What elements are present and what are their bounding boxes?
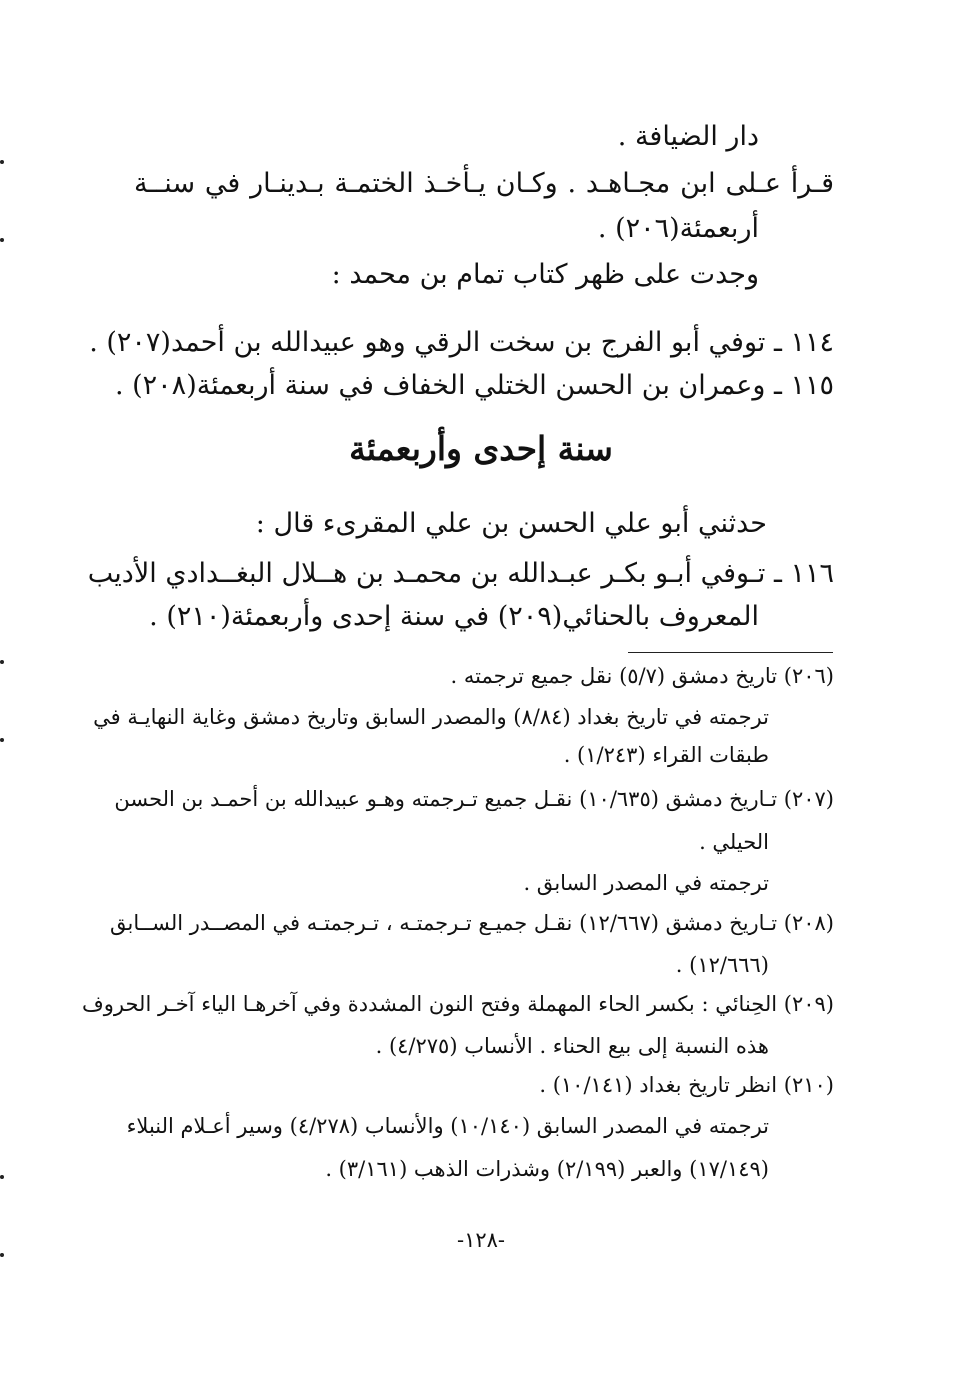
text-line: أربعمئة(٢٠٦) . — [597, 213, 759, 244]
section-heading: سنة إحدى وأربعمئة — [349, 429, 613, 468]
footnote-line: (١٢/٦٦٦) . — [675, 953, 769, 977]
scan-mark — [0, 160, 4, 164]
footnote-line: (١٧/١٤٩) والعبر (٢/١٩٩) وشذرات الذهب (٣/١٦١) . — [325, 1157, 769, 1181]
text-line: دار الضيافة . — [617, 121, 759, 152]
text-line: حدثني أبو علي الحسن بن علي المقرىء قال : — [255, 508, 767, 539]
text-line: وجدت على ظهر كتاب تمام بن محمد : — [331, 259, 759, 290]
text-line: قـرأ عـلى ابن مجـاهـد . وكـان يـأخـذ الختمـة بـدينـار في سنــة — [134, 168, 834, 199]
footnote-line: (٢٠٩) الحِنائي : بكسر الحاء المهملة وفتح النون المشددة وفي آخرهـا الياء آخـر الحروف — [82, 992, 834, 1016]
scan-mark — [0, 1175, 4, 1179]
footnote-line: هذه النسبة إلى بيع الحناء . الأنساب (٤/٢٧٥) . — [375, 1034, 769, 1058]
footnote-line: (٢٠٨) تـاريخ دمشق (١٢/٦٦٧) نقـل جميـع تـرجمتـه ، تـرجمتـه في المصــدر الســابق — [110, 911, 834, 935]
scan-mark — [0, 238, 4, 242]
footnote-line: (٢١٠) انظر تاريخ بغداد (١٠/١٤١) . — [539, 1073, 834, 1097]
footnote-separator — [628, 652, 833, 653]
page-number: -١٢٨- — [456, 1228, 506, 1252]
scan-mark — [0, 1253, 4, 1257]
text-line: المعروف بالحنائي(٢٠٩) في سنة إحدى وأربعمئة(٢١٠) . — [149, 601, 759, 632]
footnote-line: (٢٠٦) تاريخ دمشق (٥/٧) نقل جميع ترجمته . — [450, 664, 834, 688]
footnote-line: ترجمته في تاريخ بغداد (٨/٨٤) والمصدر السابق وتاريخ دمشق وغاية النهايـة في — [93, 705, 769, 729]
footnote-line: الحيلي . — [699, 830, 769, 854]
entry-line: ١١٤ ـ توفي أبو الفرج بن سخت الرقي وهو عبيدالله بن أحمد(٢٠٧) . — [89, 327, 834, 358]
footnote-line: ترجمته في المصدر السابق (١٠/١٤٠) والأنساب (٤/٢٧٨) وسير أعـلام النبلاء — [126, 1114, 769, 1138]
footnote-line: ترجمته في المصدر السابق . — [523, 871, 769, 895]
scan-mark — [0, 738, 4, 742]
scan-mark — [0, 660, 4, 664]
entry-line: ١١٥ ـ وعمران بن الحسن الختلي الخفاف في سنة أربعمئة(٢٠٨) . — [114, 370, 834, 401]
footnote-line: (٢٠٧) تـاريخ دمشق (١٠/٦٣٥) نقـل جميع تـرجمته وهـو عبيدالله بن أحمـد بن الحسن — [114, 787, 834, 811]
footnote-line: طبقات القراء (١/٢٤٣) . — [563, 743, 769, 767]
entry-line: ١١٦ ـ تـوفي أبـو بكـر عبـدالله بن محمـد بن هــلال البغــدادي الأديب — [87, 558, 834, 589]
